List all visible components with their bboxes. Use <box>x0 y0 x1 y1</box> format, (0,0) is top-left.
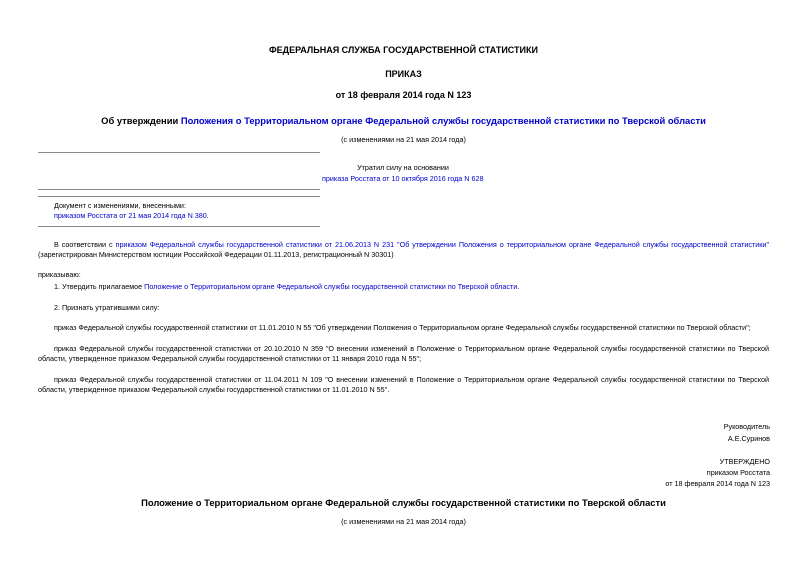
annex-edition-note: (с изменениями на 21 мая 2014 года) <box>341 517 466 526</box>
repealed-item <box>38 375 769 395</box>
approval-line-2: приказом Росстата <box>706 468 770 477</box>
order-word: приказываю: <box>38 270 81 279</box>
repealed-item <box>38 344 769 364</box>
title-link[interactable]: Положения о Территориальном органе Федеральной службы государственной статистики по Тверской области <box>180 115 706 126</box>
annex-title: Положение о Территориальном органе Федеральной службы государственной статистики по Тверской области <box>141 497 666 508</box>
signatory-title: Руководитель <box>723 422 770 431</box>
item-1-suffix: . <box>517 282 520 291</box>
repealed-text: приказ Федеральной службы государственной статистики от 11.04.2011 N 109 "О внесении изменений в Положение о Территориальном органе Федеральной службы государственной статистики по Тверской области, утвержденное приказом Федеральной службы государственной статистики от 11.01.2010 N 55". <box>38 375 769 394</box>
changes-link[interactable]: приказом Росстата от 21 мая 2014 года N 380 <box>54 211 207 220</box>
preamble-rest: (зарегистрирован Министерством юстиции Российской Федерации 01.11.2013, регистрационный N 30301) <box>38 250 394 259</box>
status-line: Утратил силу на основании <box>357 163 449 172</box>
item-1-link[interactable]: Положение о Территориальном органе Федеральной службы государственной статистики по Тверской области <box>144 282 518 291</box>
title-prefix: Об утверждении <box>101 115 181 126</box>
preamble-link[interactable]: приказом Федеральной службы государственной статистики от 21.06.2013 N 231 "Об утверждении Положения о территориальном органе Федеральной службы государственной статистики" <box>115 240 769 249</box>
divider <box>38 189 320 190</box>
approval-line-1: УТВЕРЖДЕНО <box>719 457 770 466</box>
preamble-paragraph <box>38 240 769 260</box>
item-1-lead: 1. Утвердить прилагаемое <box>54 282 145 291</box>
divider <box>38 196 320 197</box>
edition-note: (с изменениями на 21 мая 2014 года) <box>341 135 466 144</box>
changes-suffix: . <box>206 211 209 220</box>
doc-type: ПРИКАЗ <box>385 69 422 79</box>
repealed-text: приказ Федеральной службы государственной статистики от 20.10.2010 N 359 "О внесении изменений в Положение о Территориальном органе Федеральной службы государственной статистики по Тверской области, утвержденное приказом Федеральной службы государственной статистики от 11 января 2010 года N 55"; <box>38 344 769 363</box>
item-2: 2. Признать утратившими силу: <box>54 303 160 312</box>
divider <box>38 152 320 153</box>
changes-line <box>54 211 209 221</box>
repealed-item <box>38 323 769 333</box>
approval-line-3: от 18 февраля 2014 года N 123 <box>665 479 770 488</box>
signatory-name: А.Е.Суринов <box>727 434 770 443</box>
item-1 <box>54 282 519 292</box>
doc-date: от 18 февраля 2014 года N 123 <box>335 90 472 100</box>
status-link[interactable]: приказа Росстата от 10 октября 2016 года N 628 <box>322 174 484 183</box>
preamble-lead: В соответствии с <box>54 240 116 249</box>
repealed-text: приказ Федеральной службы государственной статистики от 11.01.2010 N 55 "Об утверждении Положения о Территориальном органе Федеральной службы государственной статистики по Тверской области"; <box>54 323 751 332</box>
divider <box>38 226 320 227</box>
document-title <box>0 115 807 127</box>
agency-name: ФЕДЕРАЛЬНАЯ СЛУЖБА ГОСУДАРСТВЕННОЙ СТАТИСТИКИ <box>269 45 538 55</box>
changes-label: Документ с изменениями, внесенными: <box>54 201 186 210</box>
